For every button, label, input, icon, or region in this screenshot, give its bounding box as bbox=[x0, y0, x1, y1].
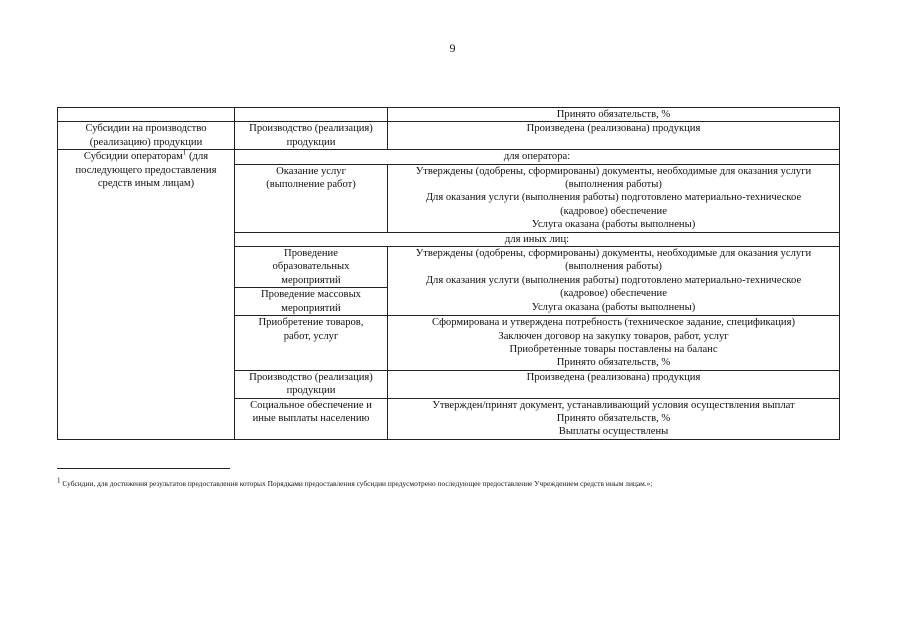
cell-text: Приобретение товаров, bbox=[258, 317, 364, 329]
table-cell bbox=[235, 108, 388, 122]
footnote-marker: 1 bbox=[57, 476, 61, 485]
cell-text: для иных лиц: bbox=[504, 233, 570, 245]
result-cell bbox=[388, 398, 840, 439]
cell-text: (реализацию) продукции bbox=[89, 136, 203, 148]
cell-text: Приобретенные товары поставлены на баланс bbox=[509, 343, 718, 355]
cell-text: Услуга оказана (работы выполнены) bbox=[531, 301, 696, 313]
cell-text: (кадровое) обеспечение bbox=[560, 288, 667, 300]
cell-text: последующего предоставления bbox=[75, 164, 217, 176]
cell-text: мероприятий bbox=[281, 302, 341, 314]
table-row bbox=[58, 150, 840, 164]
result-cell bbox=[388, 370, 840, 398]
footnote bbox=[57, 478, 833, 490]
cell-text: Субсидии на производство bbox=[85, 123, 207, 135]
activity-cell bbox=[235, 122, 388, 150]
activity-cell bbox=[235, 316, 388, 371]
cell-text: для оператора: bbox=[503, 151, 571, 163]
activity-cell bbox=[235, 398, 388, 439]
cell-text: Субсидии операторам$^1$ (для bbox=[83, 148, 209, 163]
result-cell bbox=[388, 122, 840, 150]
cell-text: Принято обязательств, % bbox=[556, 357, 671, 369]
cell-text: продукции bbox=[286, 385, 336, 397]
results-table bbox=[57, 107, 840, 440]
cell-text: (выполнение работ) bbox=[266, 179, 356, 191]
cell-text: Произведена (реализована) продукция bbox=[526, 123, 701, 135]
cell-text: Производство (реализация) bbox=[249, 123, 373, 135]
section-header-cell bbox=[235, 232, 840, 246]
cell-text: Заключен договор на закупку товаров, работ, услуг bbox=[498, 330, 729, 342]
table-cell bbox=[388, 108, 840, 122]
cell-text: Принято обязательств, % bbox=[556, 412, 671, 424]
cell-text: работ, услуг bbox=[283, 330, 339, 342]
cell-text: (кадровое) обеспечение bbox=[560, 205, 667, 217]
footnote-text: Субсидии, для достижения результатов предоставления которых Порядками предоставления субсидии предусмотрено последующее предоставление Учреждением средств иным лицам.»; bbox=[60, 479, 653, 488]
subsidy-type-cell bbox=[58, 122, 235, 150]
cell-text: (выполнения работы) bbox=[565, 261, 662, 273]
cell-text: Для оказания услуги (выполнения работы) подготовлено материально-техническое bbox=[425, 192, 802, 204]
cell-text: Для оказания услуги (выполнения работы) подготовлено материально-техническое bbox=[425, 274, 802, 286]
cell-text: Сформирована и утверждена потребность (техническое задание, спецификация) bbox=[432, 317, 795, 329]
cell-text: средств иным лицам) bbox=[97, 178, 195, 190]
subsidy-type-cell bbox=[58, 150, 235, 440]
table-cell bbox=[58, 108, 235, 122]
cell-text: Произведена (реализована) продукция bbox=[526, 371, 701, 383]
cell-text: (выполнения работы) bbox=[565, 179, 662, 191]
cell-text: Проведение массовых bbox=[261, 289, 361, 301]
activity-cell bbox=[235, 370, 388, 398]
cell-text: Производство (реализация) bbox=[249, 371, 373, 383]
cell-text: Утверждены (одобрены, сформированы) документы, необходимые для оказания услуги bbox=[415, 248, 812, 260]
activity-cell bbox=[235, 288, 388, 316]
result-cell bbox=[388, 316, 840, 371]
cell-text: Утвержден/принят документ, устанавливающий условия осуществления выплат bbox=[432, 399, 795, 411]
result-cell bbox=[388, 247, 840, 316]
section-header-cell bbox=[235, 150, 840, 164]
result-cell bbox=[388, 164, 840, 232]
page-number: 9 bbox=[449, 41, 456, 55]
cell-text: Утверждены (одобрены, сформированы) документы, необходимые для оказания услуги bbox=[415, 165, 812, 177]
cell-text: Социальное обеспечение и bbox=[250, 399, 372, 411]
cell-text: образовательных bbox=[272, 261, 350, 273]
cell-text: мероприятий bbox=[281, 274, 341, 286]
cell-text: Принято обязательств, % bbox=[556, 109, 671, 120]
footnote-marker: 1 bbox=[182, 148, 187, 157]
cell-text: Выплаты осуществлены bbox=[558, 426, 669, 438]
cell-text: Услуга оказана (работы выполнены) bbox=[531, 219, 696, 231]
activity-cell bbox=[235, 164, 388, 232]
activity-cell bbox=[235, 247, 388, 288]
cell-text: иные выплаты населению bbox=[252, 412, 370, 424]
table-row bbox=[58, 122, 840, 150]
table-row bbox=[58, 108, 840, 122]
footnote-separator bbox=[57, 468, 230, 469]
cell-text: Оказание услуг bbox=[276, 165, 346, 177]
cell-text: Проведение bbox=[284, 248, 338, 260]
cell-text: продукции bbox=[286, 136, 336, 148]
